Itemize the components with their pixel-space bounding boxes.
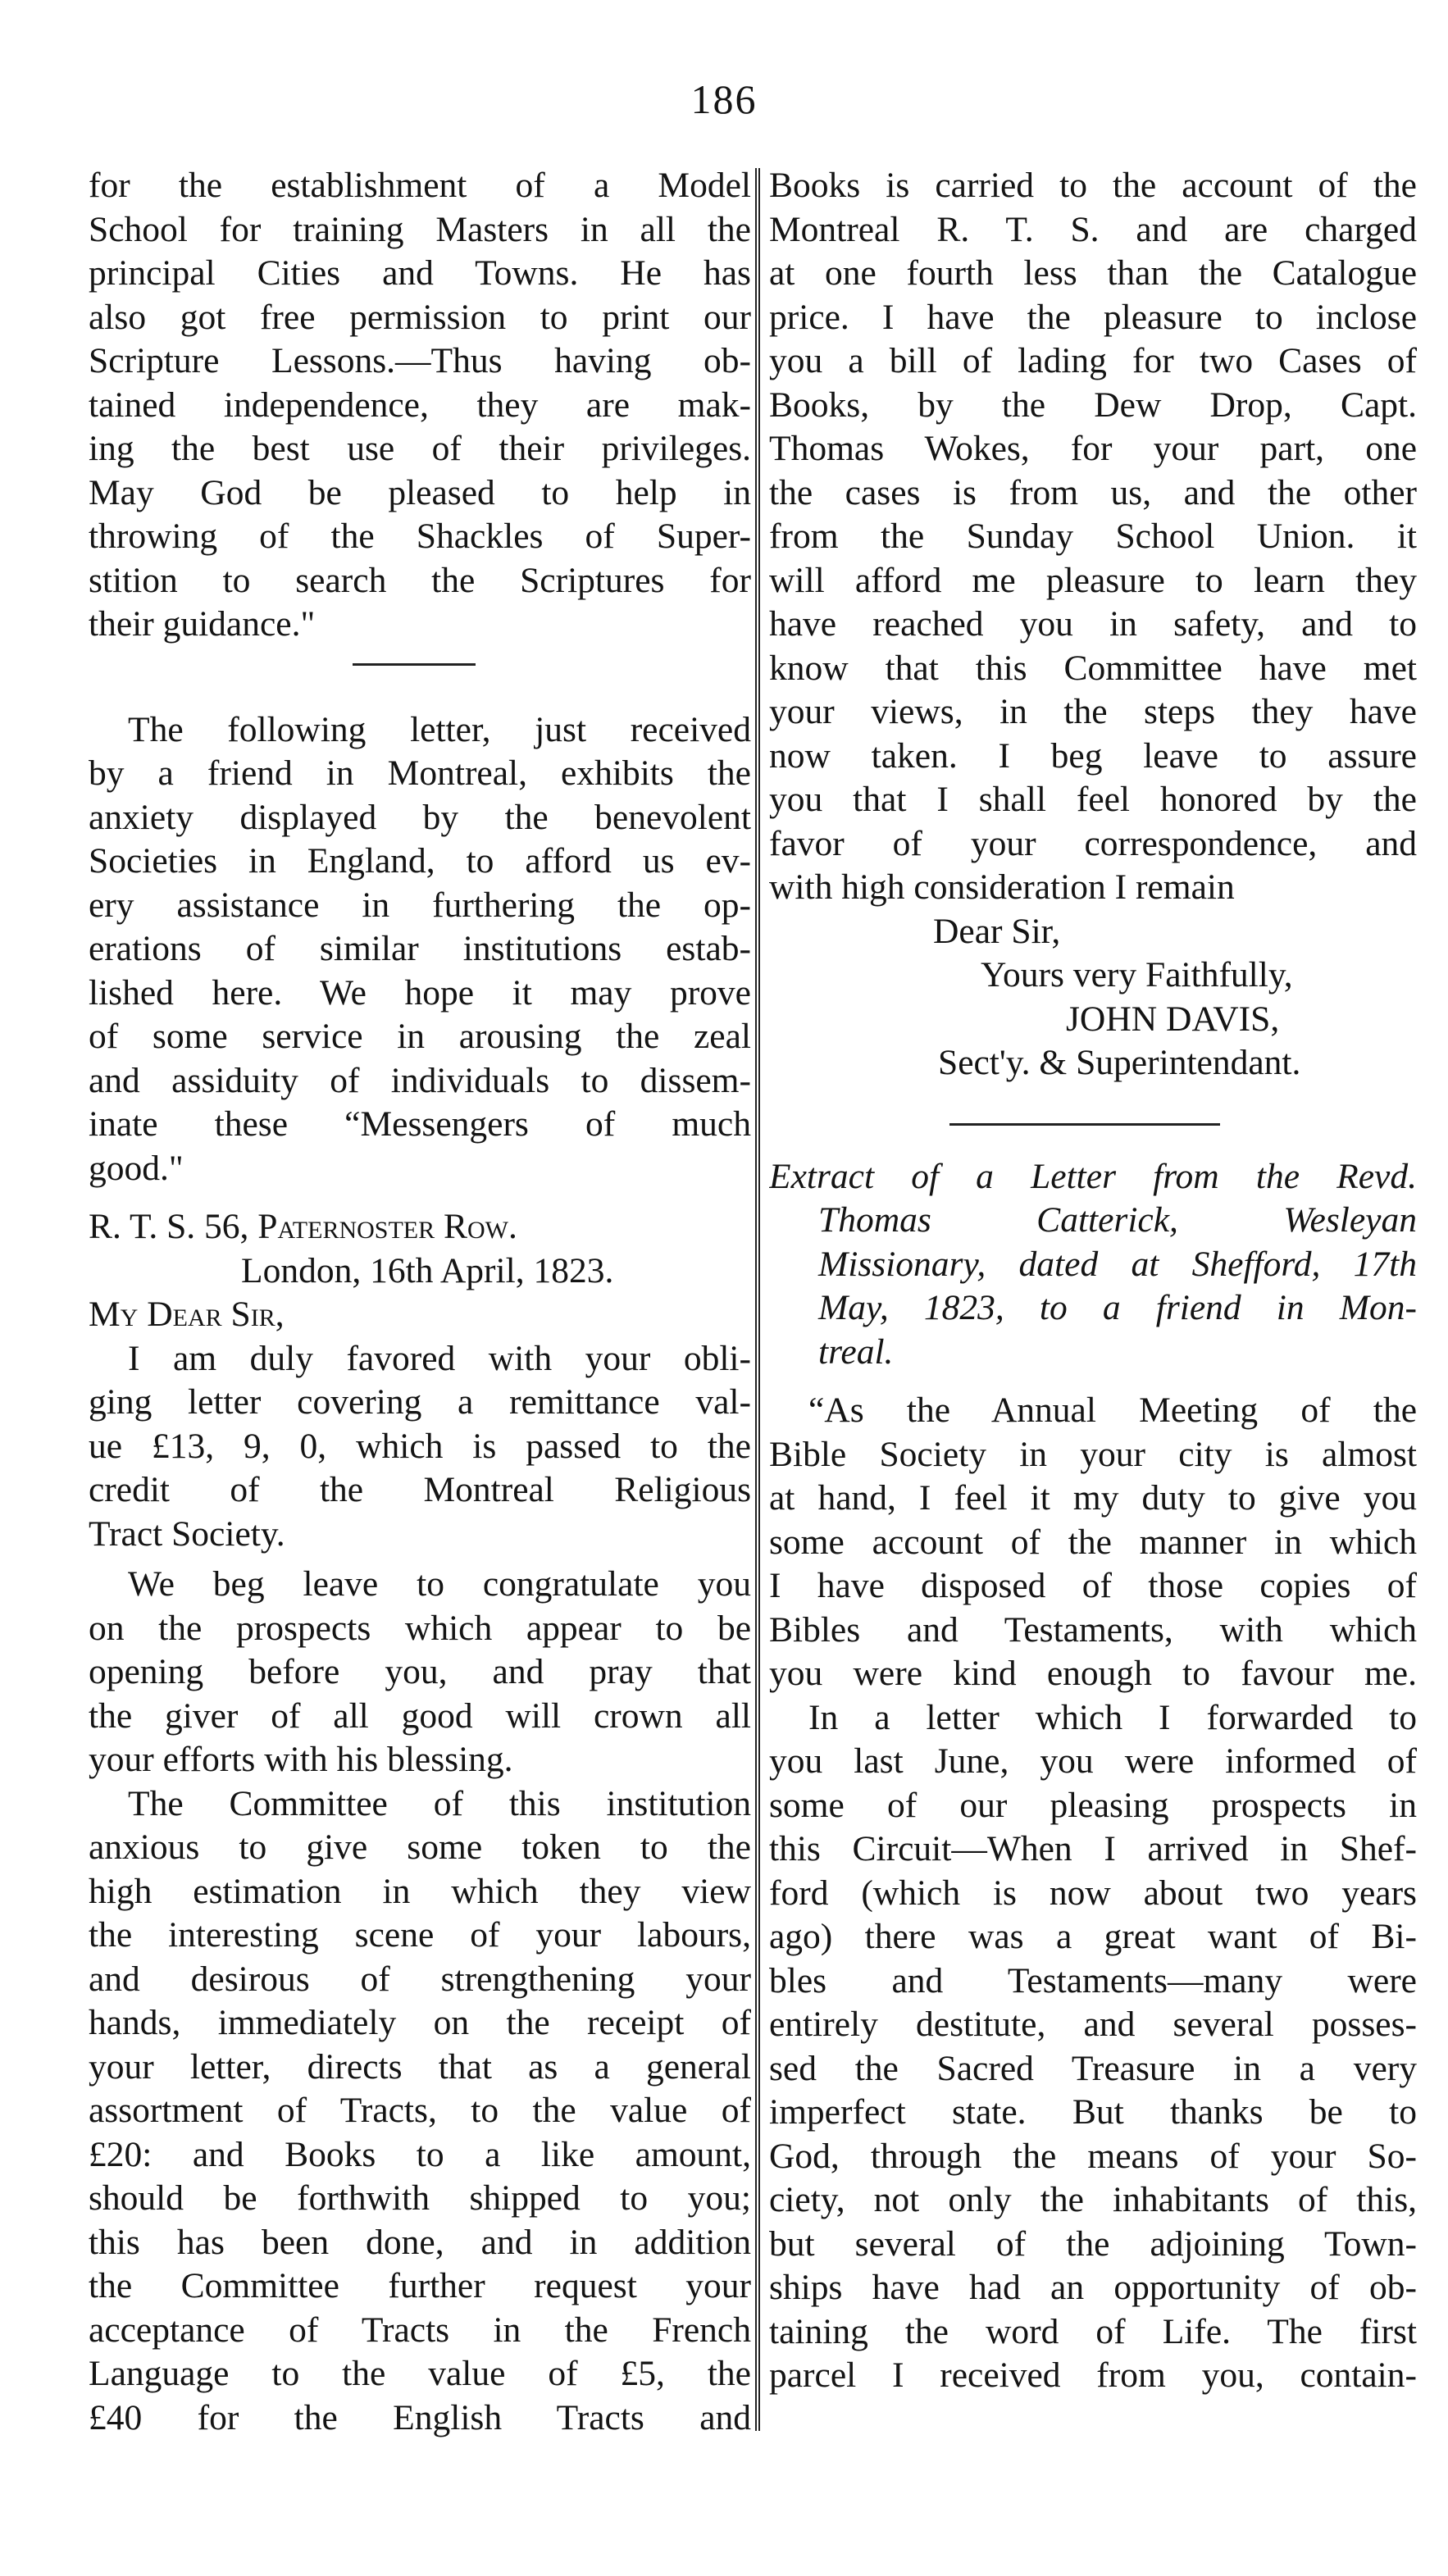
spacer (89, 666, 751, 708)
right-column (769, 164, 1417, 2398)
text-line: this Circuit—When I arrived in Shef- (769, 1829, 1417, 1868)
text-line: I have disposed of those copies of (769, 1566, 1417, 1605)
text-line: lished here. We hope it may prove (89, 972, 751, 1013)
text-line: Bibles and Testaments, with which (769, 1609, 1417, 1650)
text-line: opening before you, and pray that (89, 1652, 751, 1691)
text-line: favor of your correspondence, and (769, 823, 1417, 863)
text-line: entirely destitute, and several posses- (769, 2005, 1417, 2044)
text-line: ships have had an opportunity of ob- (769, 2268, 1417, 2307)
text-line: the interesting scene of your labours, (89, 1915, 751, 1955)
text-line: should be forthwith shipped to you; (89, 2178, 751, 2218)
text-line: We beg leave to congratulate you (128, 1564, 751, 1604)
text-line: ing the best use of their privileges. (89, 429, 751, 468)
text-line: anxiety displayed by the benevolent (89, 797, 751, 837)
text-line: some account of the manner in which (769, 1522, 1417, 1562)
text-line: your efforts with his blessing. (89, 1740, 513, 1779)
text-line: assortment of Tracts, to the value of (89, 2091, 751, 2130)
spacer (89, 1190, 751, 1205)
section-rule (949, 1123, 1220, 1126)
text-line: at hand, I feel it my duty to give you (769, 1478, 1417, 1518)
paragraph-committee (89, 1782, 751, 2441)
text-line: Thomas Wokes, for your part, one (769, 429, 1417, 468)
paragraph-books-account (769, 164, 1417, 910)
text-line: Missionary, dated at Shefford, 17th (818, 1244, 1417, 1284)
text-line: erations of similar institutions estab- (89, 929, 751, 968)
text-line: imperfect state. But thanks be to (769, 2092, 1417, 2132)
text-line: bles and Testaments—many were (769, 1960, 1417, 2000)
text-line: their guidance." (89, 604, 316, 644)
text-line: your letter, directs that as a general (89, 2046, 751, 2087)
text-line: will afford me pleasure to learn they (769, 560, 1417, 600)
extract-heading (769, 1155, 1417, 1375)
text-line: acceptance of Tracts in the French (89, 2310, 751, 2350)
text-line: you were kind enough to favour me. (769, 1654, 1417, 1693)
text-line: tained independence, they are mak- (89, 385, 751, 425)
text-line: May God be pleased to help in (89, 472, 751, 512)
spacer (89, 1556, 751, 1563)
letter-valediction: Yours very Faithfully, (981, 955, 1293, 994)
text-line: principal Cities and Towns. He has (89, 253, 751, 293)
text-line: taining the word of Life. The first (769, 2311, 1417, 2351)
text-line: God, through the means of your So- (769, 2136, 1417, 2176)
text-line: Tract Society. (89, 1513, 285, 1554)
text-line: the cases is from us, and the other (769, 472, 1417, 512)
text-line: Language to the value of £5, the (89, 2354, 751, 2393)
text-line: you that I shall feel honored by the (769, 780, 1417, 819)
text-line: on the prospects which appear to be (89, 1608, 751, 1648)
text-line: good." (89, 1148, 184, 1188)
text-line: your views, in the steps they have (769, 692, 1417, 731)
text-line: and desirous of strengthening your (89, 1959, 751, 1999)
text-line: ciety, not only the inhabitants of this, (769, 2180, 1417, 2219)
text-line: for the establishment of a Model (89, 166, 751, 205)
paragraph-shefford (769, 1696, 1417, 2398)
text-line: throwing of the Shackles of Super- (89, 517, 751, 556)
text-line: Scripture Lessons.—Thus having ob- (89, 341, 751, 380)
text-line: but several of the adjoining Town- (769, 2223, 1417, 2264)
text-line: high estimation in which they view (89, 1871, 751, 1911)
paragraph-remittance (89, 1337, 751, 1557)
text-line: you a bill of lading for two Cases of (769, 341, 1417, 380)
text-line: The Committee of this institution (128, 1783, 751, 1823)
text-line: some of our pleasing prospects in (769, 1785, 1417, 1825)
text-line: Books, by the Dew Drop, Capt. (769, 385, 1417, 425)
text-line: ago) there was a great want of Bi- (769, 1917, 1417, 1956)
text-line: Montreal R. T. S. and are charged (769, 209, 1417, 249)
text-line: hands, immediately on the receipt of (89, 2003, 751, 2042)
letter-signer-title: Sect'y. & Superintendant. (938, 1043, 1301, 1082)
letter-signature: JOHN DAVIS, (1066, 999, 1280, 1039)
page-number: 186 (690, 76, 758, 122)
text-line: Thomas Catterick, Wesleyan (818, 1200, 1417, 1240)
paragraph-model-school (89, 164, 751, 647)
text-line: the giver of all good will crown all (89, 1695, 751, 1736)
text-line: with high consideration I remain (769, 867, 1235, 907)
text-line: School for training Masters in all the (89, 209, 751, 249)
letter-closing: Dear Sir, (933, 911, 1061, 951)
text-line: sed the Sacred Treasure in a very (769, 2048, 1417, 2088)
letter-salutation: My Dear Sir, (89, 1295, 285, 1334)
spacer (769, 1374, 1417, 1389)
text-line: credit of the Montreal Religious (89, 1470, 751, 1509)
column-divider (755, 168, 760, 2431)
text-line: have reached you in safety, and to (769, 604, 1417, 644)
text-line: ery assistance in furthering the op- (89, 885, 751, 925)
text-line: know that this Committee have met (769, 648, 1417, 688)
letter-date: London, 16th April, 1823. (241, 1250, 614, 1290)
text-line: and assiduity of individuals to dissem- (89, 1060, 751, 1100)
text-line: Extract of a Letter from the Revd. (769, 1156, 1417, 1196)
text-line: “As the Annual Meeting of the (808, 1390, 1417, 1430)
text-line: also got free permission to print our (89, 297, 751, 337)
text-line: the Committee further request your (89, 2266, 751, 2305)
text-line: of some service in arousing the zeal (89, 1017, 751, 1056)
text-line: The following letter, just received (128, 709, 751, 749)
paragraph-introduction (89, 708, 751, 1191)
text-line: now taken. I beg leave to assure (769, 735, 1417, 776)
text-line: from the Sunday School Union. it (769, 517, 1417, 556)
text-line: this has been done, and in addition (89, 2222, 751, 2262)
text-line: at one fourth less than the Catalogue (769, 253, 1417, 293)
text-line: you last June, you were informed of (769, 1741, 1417, 1781)
text-line: stition to search the Scriptures for (89, 560, 751, 600)
text-line: £20: and Books to a like amount, (89, 2134, 751, 2174)
text-line: Books is carried to the account of the (769, 166, 1417, 205)
text-line: May, 1823, to a friend in Mon- (818, 1288, 1417, 1327)
text-line: I am duly favored with your obli- (128, 1338, 751, 1378)
text-line: Bible Society in your city is almost (769, 1434, 1417, 1474)
paragraph-annual-meeting (769, 1389, 1417, 1696)
text-line: ue £13, 9, 0, which is passed to the (89, 1426, 751, 1466)
text-line: by a friend in Montreal, exhibits the (89, 753, 751, 793)
text-line: parcel I received from you, contain- (769, 2355, 1417, 2395)
text-line: treal. (818, 1331, 894, 1372)
text-line: In a letter which I forwarded to (808, 1697, 1417, 1737)
text-line: price. I have the pleasure to inclose (769, 297, 1417, 337)
text-line: ging letter covering a remittance val- (89, 1382, 751, 1422)
left-column (89, 164, 751, 2440)
letter-address: R. T. S. 56, Paternoster Row. (89, 1207, 517, 1246)
text-line: ford (which is now about two years (769, 1873, 1417, 1913)
text-line: inate these “Messengers of much (89, 1104, 751, 1144)
text-line: anxious to give some token to the (89, 1827, 751, 1867)
text-line: £40 for the English Tracts and (89, 2397, 751, 2437)
paragraph-congratulate (89, 1563, 751, 1782)
text-line: Societies in England, to afford us ev- (89, 841, 751, 881)
